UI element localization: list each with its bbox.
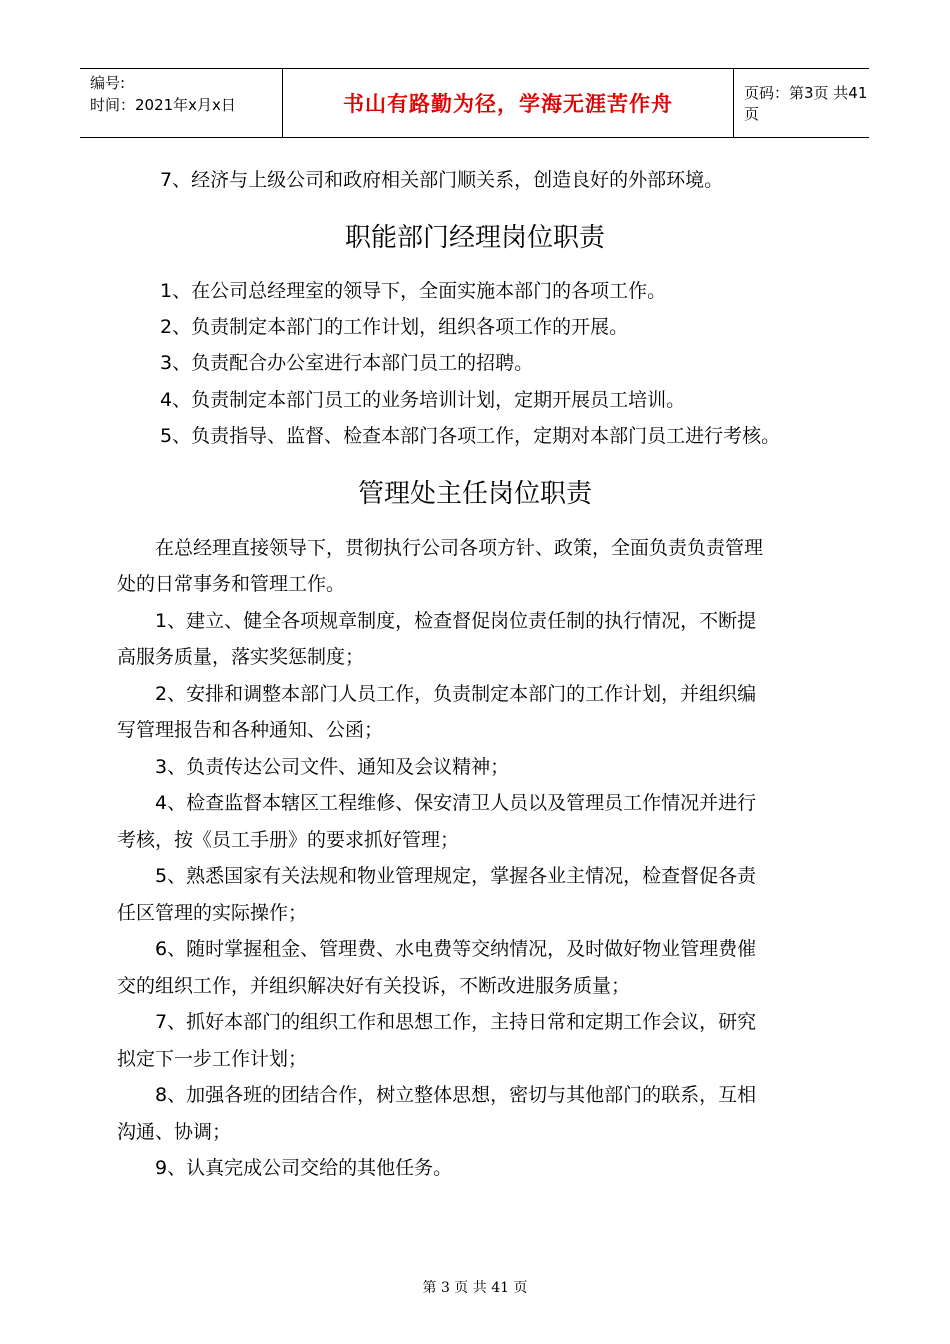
section2-line: 任区管理的实际操作； bbox=[117, 902, 308, 924]
section2-line: 高服务质量，落实奖惩制度； bbox=[117, 646, 365, 668]
section2-line: 3、负责传达公司文件、通知及会议精神； bbox=[155, 756, 510, 778]
document-date: 时间：2021年x月x日 bbox=[90, 96, 236, 114]
section2-line: 在总经理直接领导下，贯彻执行公司各项方针、政策，全面负责负责管理 bbox=[155, 537, 764, 559]
header-meta bbox=[80, 69, 282, 137]
section1-item: 3、负责配合办公室进行本部门员工的招聘。 bbox=[160, 352, 534, 374]
section2-line: 9、认真完成公司交给的其他任务。 bbox=[155, 1157, 453, 1179]
section1-item: 1、在公司总经理室的领导下，全面实施本部门的各项工作。 bbox=[160, 280, 667, 302]
section2-line: 5、熟悉国家有关法规和物业管理规定，掌握各业主情况，检查督促各责 bbox=[155, 865, 757, 887]
section1-item: 5、负责指导、监督、检查本部门各项工作，定期对本部门员工进行考核。 bbox=[160, 425, 781, 447]
section2-line: 沟通、协调； bbox=[117, 1121, 232, 1143]
section2-line: 7、抓好本部门的组织工作和思想工作，主持日常和定期工作会议，研究 bbox=[155, 1011, 757, 1033]
section2-line: 写管理报告和各种通知、公函； bbox=[117, 719, 384, 741]
section2-line: 6、随时掌握租金、管理费、水电费等交纳情况，及时做好物业管理费催 bbox=[155, 938, 757, 960]
header-motto: 书山有路勤为径，学海无涯苦作舟 bbox=[282, 69, 734, 137]
document-code-label: 编号: bbox=[90, 74, 126, 92]
intro-line: 7、经济与上级公司和政府相关部门顺关系，创造良好的外部环境。 bbox=[160, 169, 724, 191]
section1-title: 职能部门经理岗位职责 bbox=[344, 223, 605, 253]
section1-item: 2、负责制定本部门的工作计划，组织各项工作的开展。 bbox=[160, 316, 629, 338]
section2-line: 2、安排和调整本部门人员工作，负责制定本部门的工作计划，并组织编 bbox=[155, 683, 757, 705]
header-page-number: 页码：第3页 共41页 bbox=[744, 84, 868, 123]
section2-line: 8、加强各班的团结合作，树立整体思想，密切与其他部门的联系，互相 bbox=[155, 1084, 757, 1106]
section2-line: 处的日常事务和管理工作。 bbox=[117, 573, 346, 595]
section2-line: 拟定下一步工作计划； bbox=[117, 1048, 308, 1070]
section2-title: 管理处主任岗位职责 bbox=[357, 479, 592, 509]
page-footer: 第 3 页 共 41 页 bbox=[422, 1280, 528, 1296]
section2-line: 4、检查监督本辖区工程维修、保安清卫人员以及管理员工作情况并进行 bbox=[155, 792, 757, 814]
section2-line: 考核，按《员工手册》的要求抓好管理； bbox=[117, 829, 460, 851]
section2-line: 1、建立、健全各项规章制度，检查督促岗位责任制的执行情况，不断提 bbox=[155, 610, 757, 632]
section2-line: 交的组织工作，并组织解决好有关投诉，不断改进服务质量； bbox=[117, 975, 631, 997]
section1-item: 4、负责制定本部门员工的业务培训计划，定期开展员工培训。 bbox=[160, 389, 686, 411]
page-header bbox=[80, 68, 869, 138]
